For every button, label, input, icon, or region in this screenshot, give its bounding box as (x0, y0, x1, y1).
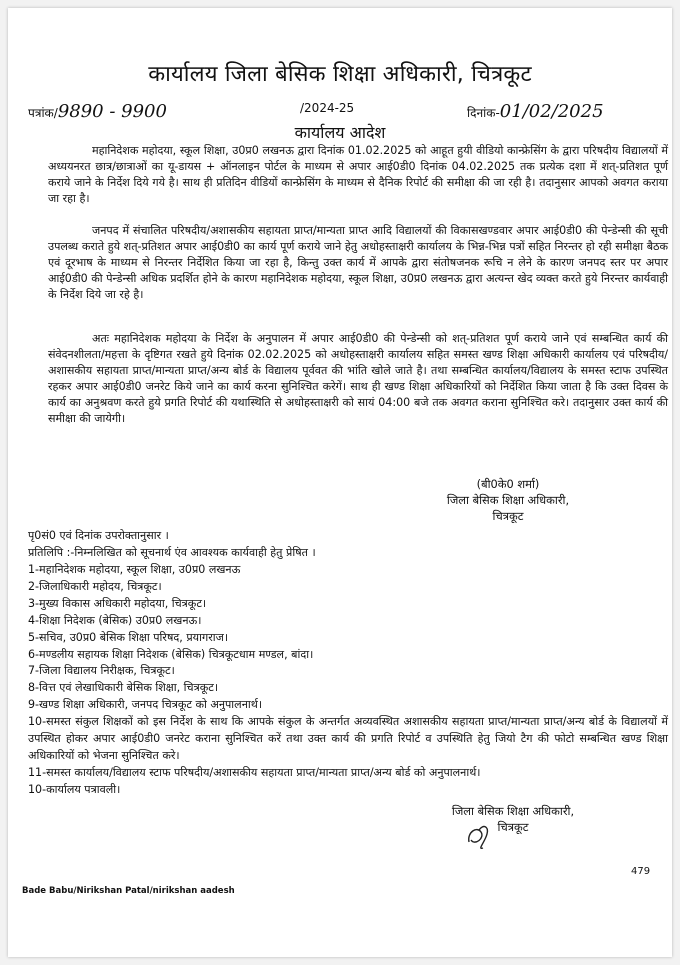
list-item: 6-मण्डलीय सहायक शिक्षा निदेशक (बेसिक) चित्रकूटधाम मण्डल, बांदा। (28, 647, 314, 661)
page-number: 479 (631, 866, 651, 877)
date-label: दिनांक- (467, 106, 500, 120)
list-item: 3-मुख्य विकास अधिकारी महोदया, चित्रकूट। (28, 596, 207, 610)
reference-year: /2024-25 (300, 101, 355, 115)
list-item: 5-सचिव, उ0प्र0 बेसिक शिक्षा परिषद, प्रयागराज। (28, 630, 229, 644)
officer-designation: जिला बेसिक शिक्षा अधिकारी, (446, 493, 570, 507)
copy-to-line (28, 545, 316, 561)
copy-label: प्रतिलिपि :- (28, 546, 75, 559)
handwritten-signature (463, 820, 503, 854)
reference-number (28, 101, 167, 122)
officer-name: (बी0के0 शर्मा) (476, 477, 540, 491)
copy-text: निम्नलिखित को सूचनार्थ एंव आवश्यक कार्यवाही हेतु प्रेषित । (74, 546, 316, 559)
patrank-label: पत्रांक/ (28, 106, 58, 120)
list-item: 11-समस्त कार्यालय/विद्यालय स्टाफ परिषदीय/अशासकीय सहायता प्राप्त/मान्यता प्राप्त/अन्य बोर्ड को अनुपालनार्थ। (28, 765, 481, 779)
body-paragraph-1: महानिदेशक महोदया, स्कूल शिक्षा, उ0प्र0 लखनऊ द्वारा दिनांक 01.02.2025 को आहूत हुयी वीडियो कान्फ्रेसिंग के द्वारा परिषदीय विद्यालयों में अध्ययनरत छात्र/छात्राओं का यू-डायस + ऑनलाइन पोर्टल के माध्यम से अपार आई0डी0 दिनांक 04.02.2025 तक प्रत्येक दशा में शत्-प्रतिशत पूर्ण कराये जाने के निर्देश दिये गये है। साथ ही प्रतिदिन वीडियों कान्फ्रेसिंग के माध्यम से दैनिक रिपोर्ट की समीक्षा की जा रही है। तदानुसार आपको अवगत कराया जा रहा है। (48, 144, 668, 206)
signature-block-2 (428, 803, 598, 835)
list-item: 2-जिलाधिकारी महोदय, चित्रकूट। (28, 579, 162, 593)
list-item: 10-समस्त संकुल शिक्षकों को इस निर्देश के साथ कि आपके संकुल के अन्तर्गत अव्यवस्थित अशासकीय सहायता प्राप्त/मान्यता प्राप्त/अन्य बोर्ड के विद्यालयों में उपस्थित होकर अपार आई0डी0 जनरेट कराना सुनिश्चित करें तथा उक्त कार्य की प्रगति रिपोर्ट व उपस्थिति हेतु जियो टैग की फोटो सम्बन्धित खण्ड शिक्षा अधिकारियों को भेजना सुनिश्चित करे। (28, 715, 668, 762)
officer-place: चित्रकूट (492, 509, 524, 523)
officer-designation: जिला बेसिक शिक्षा अधिकारी, (451, 804, 575, 818)
reference-date (467, 101, 604, 122)
document-page (8, 8, 672, 957)
list-item: 4-शिक्षा निदेशक (बेसिक) उ0प्र0 लखनऊ। (28, 613, 202, 627)
list-item: 7-जिला विद्यालय निरीक्षक, चित्रकूट। (28, 664, 175, 678)
order-title: कार्यालय आदेश (294, 123, 386, 142)
list-item: 9-खण्ड शिक्षा अधिकारी, जनपद चित्रकूट को अनुपालनार्थ। (28, 698, 263, 712)
signature-block-1 (428, 476, 588, 524)
list-item: 8-वित्त एवं लेखाधिकारी बेसिक शिक्षा, चित्रकूट। (28, 681, 219, 695)
endorsement-header: पृ0सं0 एवं दिनांक उपरोक्तानुसार । (28, 529, 169, 542)
list-item: 10-कार्यालय पत्रावली। (28, 782, 121, 796)
office-title: कार्यालय जिला बेसिक शिक्षा अधिकारी, चित्रकूट (148, 62, 532, 87)
body-paragraph-2: जनपद में संचालित परिषदीय/अशासकीय सहायता प्राप्त/मान्यता प्राप्त आदि विद्यालयों की विकासखण्डवार अपार आई0डी0 की पेन्डेन्सी की सूची उपलब्ध कराते हुये शत्-प्रतिशत अपार आई0डी0 का कार्य पूर्ण कराये जाने हेतु अधोहस्ताक्षरी कार्यालय के भिन्न-भिन्न पत्रों सहित निरन्तर हो रही समीक्षा बैठक एवं दूरभाष के माध्यम से निरन्तर निर्देशित किया जा रहा है, किन्तु उक्त कार्य में आपके द्वारा संतोषजनक रूचि न लेने के कारण जनपद स्तर पर अपार आई0डी0 की पेन्डेन्सी अधिक प्रदर्शित होने के कारण महानिदेशक महोदया, स्कूल शिक्षा, उ0प्र0 लखनऊ द्वारा अत्यन्त खेद व्यक्त करते हुये निरन्तर कार्यवाही के निर्देश दिये जा रहे है। (48, 224, 668, 302)
list-item: 1-महानिदेशक महोदया, स्कूल शिक्षा, उ0प्र0 लखनऊ (28, 563, 241, 576)
footer-file-path: Bade Babu/Nirikshan Patal/nirikshan aadesh (22, 886, 235, 896)
copy-recipients-list (28, 562, 668, 799)
body-paragraph-3: अतः महानिदेशक महोदया के निर्देश के अनुपालन में अपार आई0डी0 की पेन्डेन्सी को शत्-प्रतिशत पूर्ण कराये जाने एवं सम्बन्धित कार्य की संवेदनशीलता/महत्ता के दृष्टिगत रखते हुये दिनांक 02.02.2025 को अधोहस्ताक्षरी कार्यालय सहित समस्त खण्ड शिक्षा अधिकारी कार्यालय एवं परिषदीय/अशासकीय सहायता प्राप्त/मान्यता प्राप्त/अन्य बोर्ड के विद्यालय पूर्ववत की भांति खोले जाते है। तथा सम्बन्धित कार्यालय/विद्यालय के समस्त स्टाफ उपस्थित रहकर अपार आई0डी0 जनरेट किये जाने का कार्य करना सुनिश्चित करेगें। साथ ही खण्ड शिक्षा अधिकारियों को निर्देशित किया जाता है कि उक्त दिवस के कार्य का अनुश्रवण करते हुये प्रगति रिपोर्ट की यथास्थिति से अधोहस्ताक्षरी को सायं 04:00 बजे तक अवगत कराना सुनिश्चित करे। तदानुसार उक्त कार्य की समीक्षा की जायेगी। (48, 332, 668, 426)
officer-place: चित्रकूट (497, 820, 529, 834)
patrank-value: 9890 - 9900 (57, 101, 167, 122)
date-value: 01/02/2025 (499, 101, 604, 122)
